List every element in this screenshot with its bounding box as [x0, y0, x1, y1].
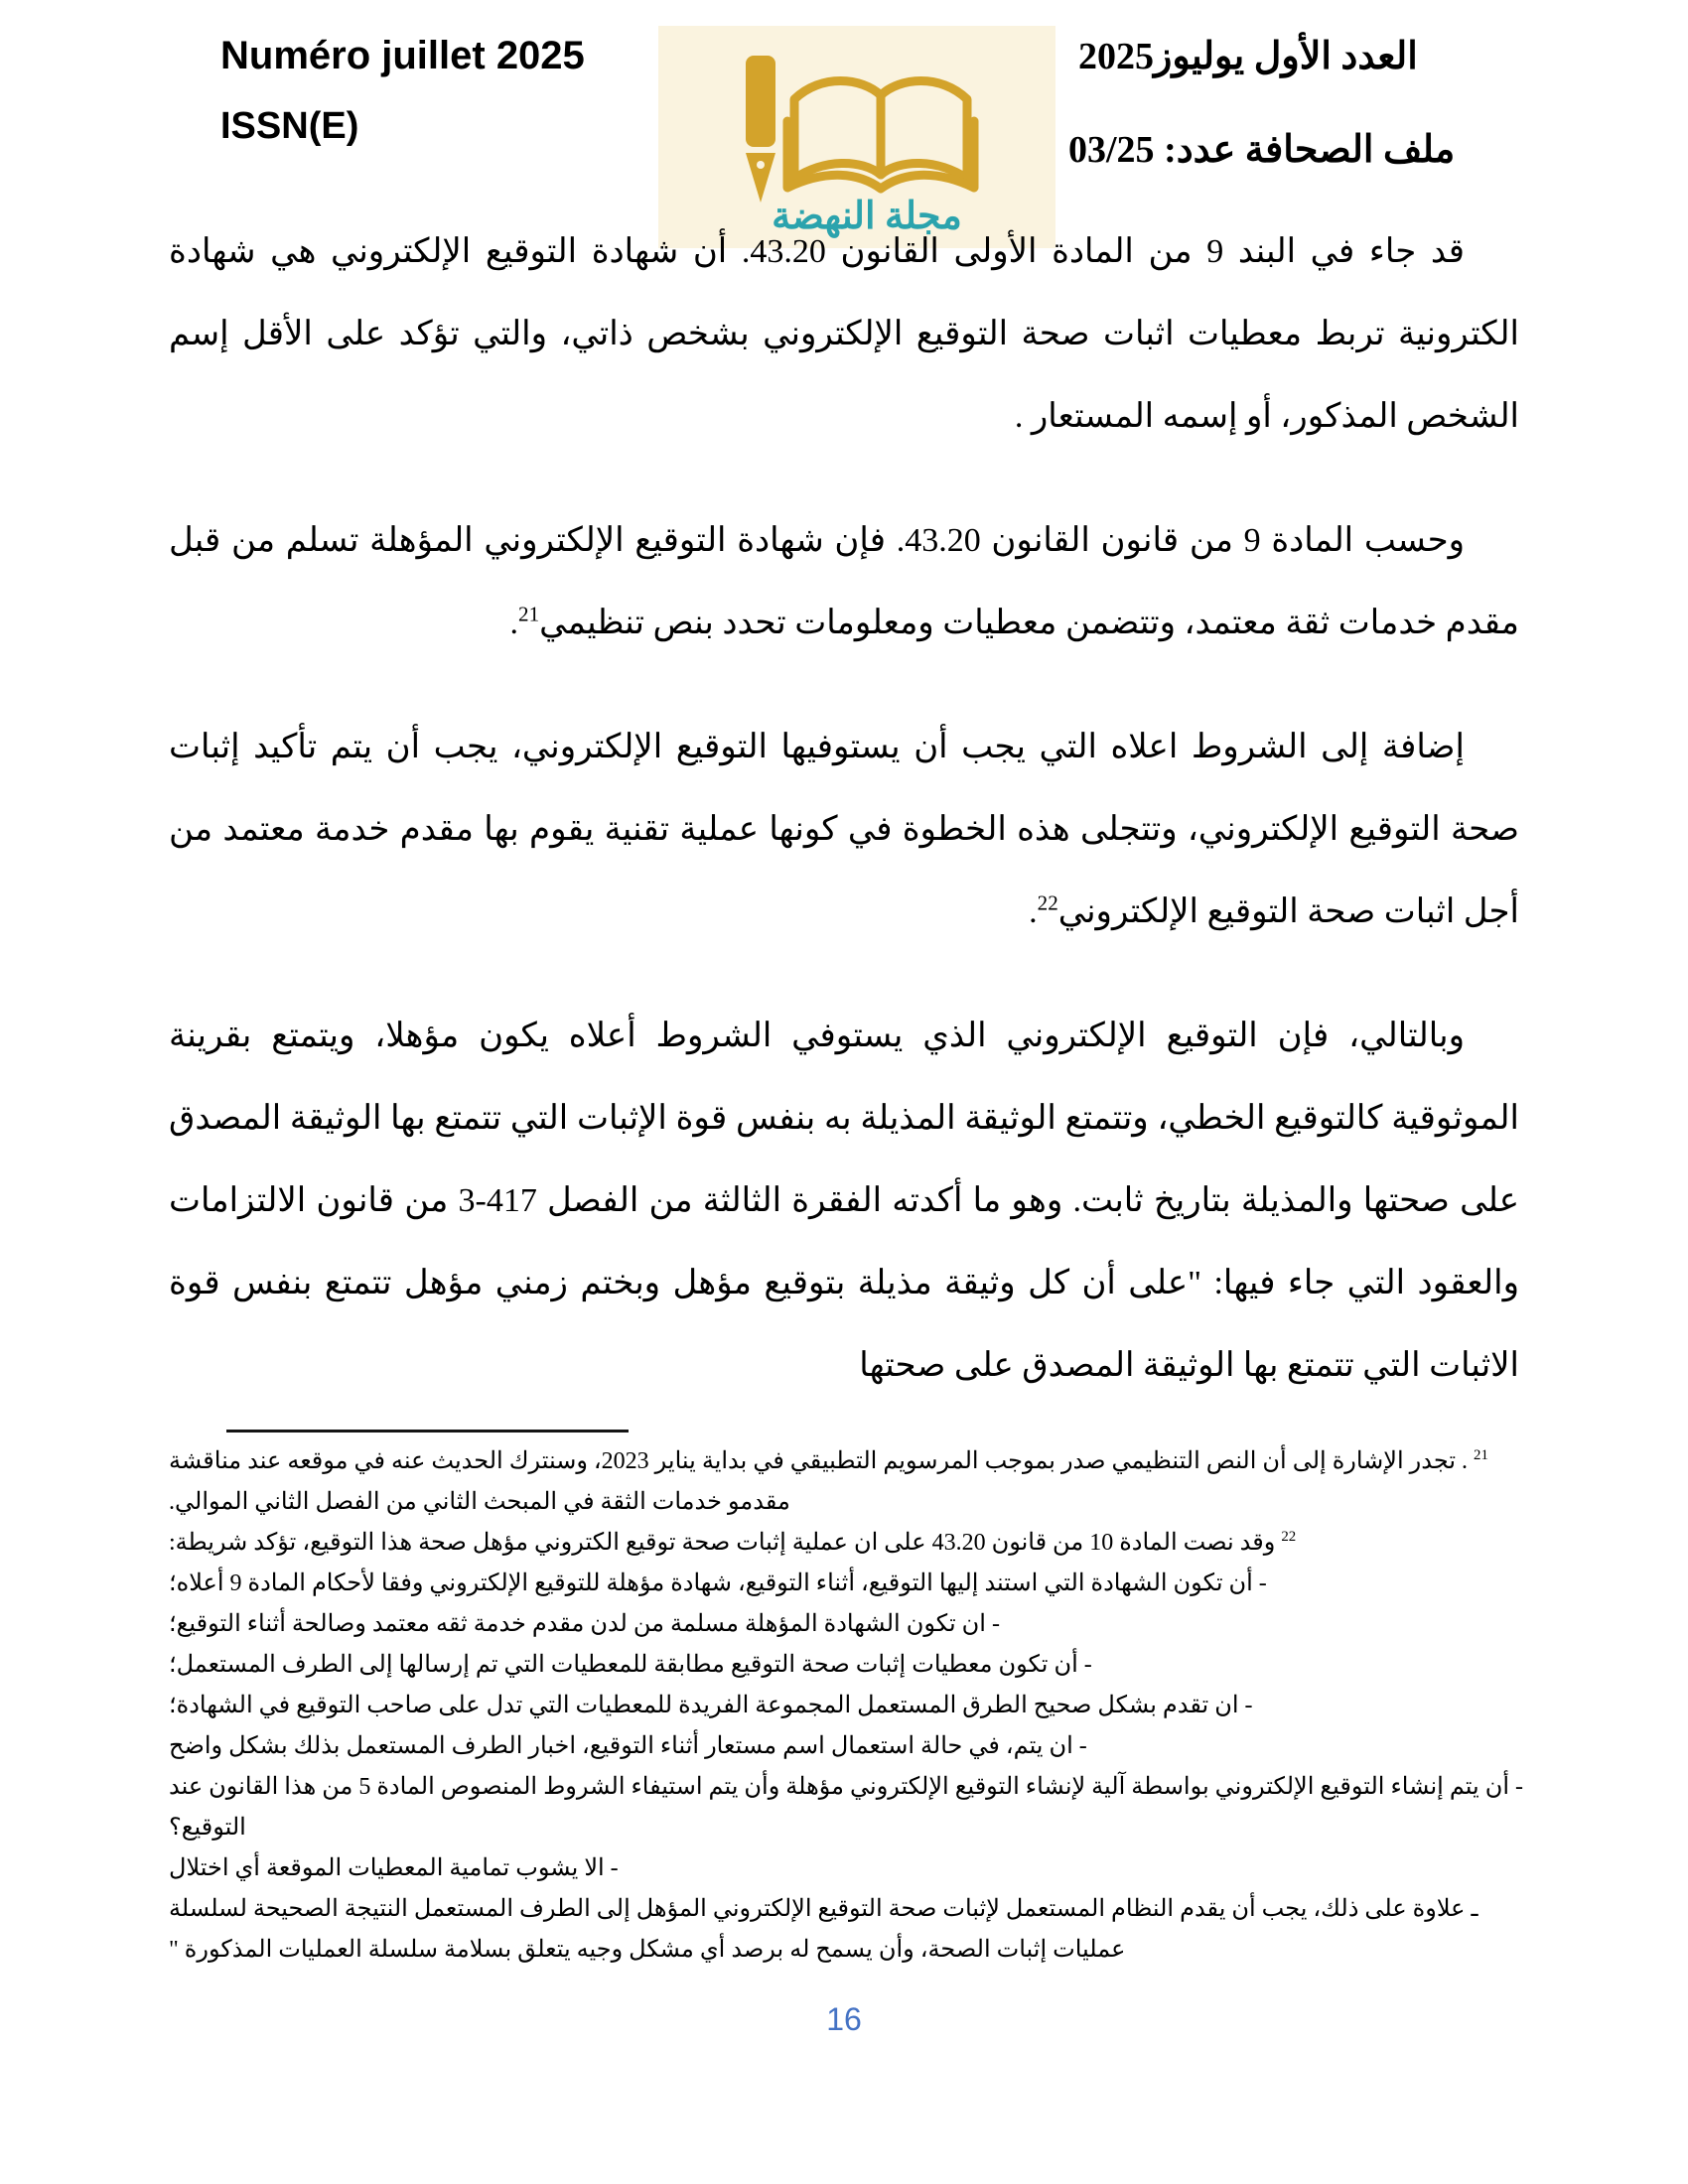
paragraph-2	[169, 499, 1519, 664]
footnote-22-bullet: - أن تكون الشهادة التي استند إليها التوقيع، أثناء التوقيع، شهادة مؤهلة للتوقيع الإلكتروني وفقا لأحكام المادة 9 أعلاه؛	[169, 1570, 1267, 1596]
page-number: 16	[826, 2001, 862, 2037]
issue-date-fr: Numéro juillet 2025	[220, 34, 585, 77]
article-body	[169, 210, 1519, 1407]
footnote-22-marker: 22	[1281, 1529, 1297, 1545]
open-book-icon	[787, 81, 974, 190]
footnote-22	[169, 1523, 1527, 1971]
footnote-22-bullet: - ان تكون الشهادة المؤهلة مسلمة من لدن مقدم خدمة ثقه معتمد وصالحة أثناء التوقيع؛	[169, 1611, 1000, 1637]
issn-label: ISSN(E)	[220, 105, 359, 147]
footnote-21-marker: 21	[1474, 1447, 1488, 1463]
paragraph-2-period: .	[509, 605, 519, 641]
footnote-ref-22: 22	[1037, 890, 1058, 915]
issue-date-ar: العدد الأول يوليوز2025	[1078, 36, 1418, 77]
paragraph-1-text: قد جاء في البند 9 من المادة الأولى القانون 43.20. أن شهادة التوقيع الإلكتروني هي شهادة الكترونية تربط معطيات اثبات صحة التوقيع الإلكتروني بشخص ذاتي، والتي تؤكد على الأقل إسم الشخص المذكور، أو إسمه المستعار .	[169, 233, 1519, 435]
paragraph-1	[169, 210, 1519, 458]
footnote-22-bullet: - الا يشوب تمامية المعطيات الموقعة أي اختلال	[169, 1855, 619, 1881]
footnote-22-bullet: - أن تكون معطيات إثبات صحة التوقيع مطابقة للمعطيات التي تم إرسالها إلى الطرف المستعمل؛	[169, 1652, 1092, 1678]
footnote-22-closing: ـ علاوة على ذلك، يجب أن يقدم النظام المستعمل لإثبات صحة التوقيع الإلكتروني المؤهل إلى الطرف المستعمل النتيجة الصحيحة لسلسلة عمليات إثبات الصحة، وأن يسمح له برصد أي مشكل وجيه يتعلق بسلامة سلسلة العمليات المذكورة "	[169, 1896, 1478, 1963]
header-left	[220, 36, 585, 145]
footnote-22-intro: وقد نصت المادة 10 من قانون 43.20 على ان عملية إثبات صحة توقيع الكتروني مؤهل صحة هذا التوقيع، تؤكد شريطة:	[169, 1530, 1276, 1556]
journal-title: مجلة النهضة	[772, 196, 962, 237]
footnote-22-bullet: - ان تقدم بشكل صحيح الطرق المستعمل المجموعة الفريدة للمعطيات التي تدل على صاحب التوقيع في الشهادة؛	[169, 1693, 1253, 1718]
paragraph-3	[169, 706, 1519, 953]
paragraph-4	[169, 995, 1519, 1407]
footnote-21-text: . تجدر الإشارة إلى أن النص التنظيمي صدر بموجب المرسويم التطبيقي في بداية يناير 2023، وسنترك الحديث عنه في موقعه عند مناقشة مقدمو خدمات الثقة في المبحث الثاني من الفصل الثاني الموالي.	[169, 1448, 1468, 1515]
footnote-separator	[226, 1430, 629, 1433]
footnote-22-bullet: - ان يتم، في حالة استعمال اسم مستعار أثناء التوقيع، اخبار الطرف المستعمل بذلك بشكل واضح	[169, 1733, 1087, 1759]
footnote-22-bullet: - أن يتم إنشاء التوقيع الإلكتروني بواسطة آلية لإنشاء التوقيع الإلكتروني مؤهلة وأن يتم استيفاء الشروط المنصوص المادة 5 من هذا القانون عند التوقيع؟	[169, 1774, 1524, 1841]
footnote-ref-21: 21	[518, 602, 540, 626]
paragraph-3-period: .	[1029, 893, 1038, 930]
paragraph-2-text: وحسب المادة 9 من قانون القانون 43.20. فإن شهادة التوقيع الإلكتروني المؤهلة تسلم من قبل مقدم خدمات ثقة معتمد، وتتضمن معطيات ومعلومات تحدد بنص تنظيمي	[169, 522, 1519, 641]
footnote-21	[169, 1441, 1527, 1523]
press-file-number: ملف الصحافة عدد: 03/25	[1068, 129, 1456, 171]
footnote-22-intro-line	[169, 1523, 1527, 1564]
paragraph-4-text: وبالتالي، فإن التوقيع الإلكتروني الذي يستوفي الشروط أعلاه يكون مؤهلا، ويتمتع بقرينة الموثوقية كالتوقيع الخطي، وتتمتع الوثيقة المذيلة به بنفس قوة الإثبات التي تتمتع بها الوثيقة المصدق على صحتها والمذيلة بتاريخ ثابت. وهو ما أكدته الفقرة الثالثة من الفصل 417-3 من قانون الالتزامات والعقود التي جاء فيها: "على أن كل وثيقة مذيلة بتوقيع مؤهل وبختم زمني مؤهل تتمتع بنفس قوة الاثبات التي تتمتع بها الوثيقة المصدق على صحتها	[169, 1018, 1519, 1384]
footnotes-section	[169, 1441, 1527, 1971]
paragraph-3-text: إضافة إلى الشروط اعلاه التي يجب أن يستوفيها التوقيع الإلكتروني، يجب أن يتم تأكيد إثبات صحة التوقيع الإلكتروني، وتتجلى هذه الخطوة في كونها عملية تقنية يقوم بها مقدم خدمة معتمد من أجل اثبات صحة التوقيع الإلكتروني	[169, 729, 1519, 930]
